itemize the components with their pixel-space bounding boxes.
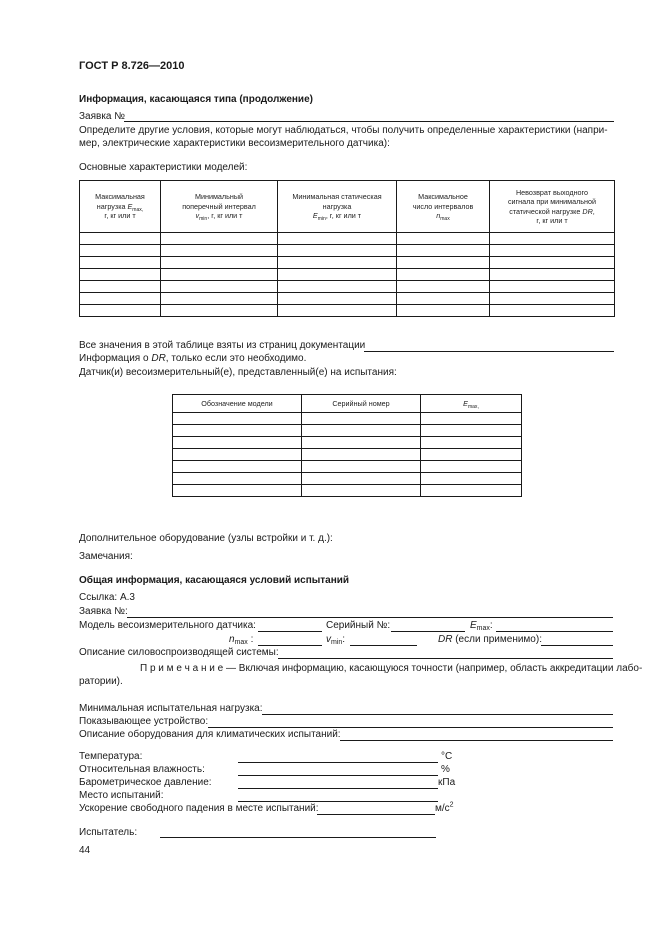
col-header-dr: Невозврат выходного сигнала при минимальной статической нагрузке DR, r, кг или т [490, 181, 615, 233]
humidity-label: Относительная влажность: [79, 764, 205, 775]
nmax-label: $n_{max}$ : [229, 634, 254, 646]
table-cell[interactable] [421, 473, 522, 485]
table-cell[interactable] [161, 245, 278, 257]
table-cell[interactable] [302, 449, 421, 461]
table-row [173, 485, 522, 497]
table-cell[interactable] [278, 269, 397, 281]
table-cell[interactable] [173, 425, 302, 437]
table-row [80, 293, 615, 305]
table-cell[interactable] [397, 245, 490, 257]
temperature-field[interactable] [238, 762, 438, 763]
note-line-1: П р и м е ч а н и е — Включая информацию, касающуюся точности (например, область аккредитации лабо- [140, 663, 643, 674]
table-cell[interactable] [397, 257, 490, 269]
table-cell[interactable] [421, 425, 522, 437]
table-row [80, 245, 615, 257]
table-cell[interactable] [490, 305, 615, 317]
col-header-serial-number: Серийный номер [302, 395, 421, 413]
table-cell[interactable] [302, 413, 421, 425]
application-number-field[interactable] [124, 121, 614, 122]
document-header: ГОСТ Р 8.726—2010 [79, 60, 185, 72]
emax-field[interactable] [496, 631, 613, 632]
table-cell[interactable] [161, 269, 278, 281]
extra-equipment-label: Дополнительное оборудование (узлы встройки и т. д.): [79, 533, 333, 544]
table-cell[interactable] [397, 293, 490, 305]
table-row [173, 413, 522, 425]
col-header-emax: Максимальная нагрузка $E_{max,}$ r, кг или т [80, 181, 161, 233]
table-cell[interactable] [302, 461, 421, 473]
climate-equipment-label: Описание оборудования для климатических испытаний: [79, 729, 341, 740]
table-row [173, 473, 522, 485]
table-row [80, 233, 615, 245]
table-cell[interactable] [173, 473, 302, 485]
section-title-test-conditions: Общая информация, касающаяся условий испытаний [79, 575, 350, 586]
table-cell[interactable] [161, 281, 278, 293]
table-cell[interactable] [278, 293, 397, 305]
pressure-unit: кПа [438, 777, 456, 788]
indicator-field[interactable] [208, 727, 613, 728]
table-cell[interactable] [278, 281, 397, 293]
table-cell[interactable] [173, 413, 302, 425]
indicator-label: Показывающее устройство: [79, 716, 209, 727]
table-cell[interactable] [161, 233, 278, 245]
note-line-2: ратории). [79, 676, 123, 687]
table-cell[interactable] [278, 305, 397, 317]
nmax-field[interactable] [258, 645, 322, 646]
other-conditions-text-2: мер, электрические характеристики весоизмерительного датчика): [79, 138, 390, 149]
table-cell[interactable] [161, 293, 278, 305]
reference-label: Ссылка: А.3 [79, 592, 135, 603]
vmin-field[interactable] [350, 645, 417, 646]
climate-equipment-field[interactable] [340, 740, 613, 741]
table-cell[interactable] [302, 473, 421, 485]
table-cell[interactable] [490, 281, 615, 293]
table-cell[interactable] [80, 257, 161, 269]
table-row [173, 461, 522, 473]
table-cell[interactable] [173, 437, 302, 449]
test-place-label: Место испытаний: [79, 790, 164, 801]
sensors-submitted-label: Датчик(и) весоизмерительный(е), представленный(е) на испытания: [79, 367, 397, 378]
table-cell[interactable] [161, 305, 278, 317]
table-cell[interactable] [421, 485, 522, 497]
models-characteristics-label: Основные характеристики моделей: [79, 162, 248, 173]
table-row [173, 425, 522, 437]
table-cell[interactable] [490, 233, 615, 245]
models-characteristics-table [79, 180, 615, 317]
values-source-label: Все значения в этой таблице взяты из страниц документации [79, 340, 366, 351]
table-cell[interactable] [80, 305, 161, 317]
dr-info-text: Информация о DR, только если это необходимо. [79, 353, 307, 364]
table-cell[interactable] [397, 269, 490, 281]
table-cell[interactable] [80, 245, 161, 257]
table-cell[interactable] [173, 461, 302, 473]
vmin-label: $v_{min}$: [326, 634, 346, 646]
tester-label: Испытатель: [79, 827, 138, 838]
table-cell[interactable] [490, 293, 615, 305]
min-test-load-label: Минимальная испытательная нагрузка: [79, 703, 263, 714]
documentation-pages-field[interactable] [364, 351, 614, 352]
table-cell[interactable] [490, 245, 615, 257]
humidity-unit: % [441, 764, 450, 775]
sensor-model-label: Модель весоизмерительного датчика: [79, 620, 256, 631]
table-cell[interactable] [173, 449, 302, 461]
col-header-vmin: Минимальный поперечный интервал $v_{min}$, r, кг или т [161, 181, 278, 233]
table-cell[interactable] [302, 425, 421, 437]
table-cell[interactable] [302, 437, 421, 449]
pressure-field[interactable] [238, 788, 438, 789]
table-cell[interactable] [161, 257, 278, 269]
dr-label: DR (если применимо): [438, 634, 542, 645]
table-cell[interactable] [278, 245, 397, 257]
section-title-type-info: Информация, касающаяся типа (продолжение) [79, 94, 313, 105]
serial-number-label: Серийный №: [326, 620, 391, 631]
table-row [80, 257, 615, 269]
table-cell[interactable] [490, 269, 615, 281]
table-cell[interactable] [80, 293, 161, 305]
min-test-load-field[interactable] [262, 714, 613, 715]
table-cell[interactable] [397, 233, 490, 245]
gravity-unit: $м/с^2$ [435, 801, 454, 814]
table-cell[interactable] [421, 449, 522, 461]
table-cell[interactable] [80, 233, 161, 245]
other-conditions-text-1: Определите другие условия, которые могут наблюдаться, чтобы получить определенные характеристики (напри- [79, 125, 608, 136]
test-place-field[interactable] [238, 801, 438, 802]
table-row [173, 437, 522, 449]
table-cell[interactable] [278, 233, 397, 245]
table-cell[interactable] [421, 437, 522, 449]
remarks-label: Замечания: [79, 551, 133, 562]
gravity-field[interactable] [317, 814, 435, 815]
table-cell[interactable] [397, 281, 490, 293]
col-header-emin: Минимальная статическая нагрузка $E_{min}$, r, кг или т [278, 181, 397, 233]
col-header-nmax: Максимальное число интервалов $n_{max}$ [397, 181, 490, 233]
pressure-label: Барометрическое давление: [79, 777, 212, 788]
table-cell[interactable] [173, 485, 302, 497]
table-cell[interactable] [397, 305, 490, 317]
table-cell[interactable] [421, 413, 522, 425]
table-row [80, 305, 615, 317]
page-number: 44 [79, 845, 91, 856]
submitted-sensors-table [172, 394, 522, 497]
force-system-field[interactable] [278, 658, 613, 659]
force-system-label: Описание силовоспроизводящей системы: [79, 647, 279, 658]
temperature-label: Температура: [79, 751, 143, 762]
col-header-emax-2: $E_{max,}$ [421, 395, 522, 413]
sensor-model-field[interactable] [258, 631, 322, 632]
table-row [173, 449, 522, 461]
application-number-label-2: Заявка №: [79, 606, 128, 617]
table-cell[interactable] [302, 485, 421, 497]
temperature-unit: °С [441, 751, 453, 762]
gravity-label: Ускорение свободного падения в месте испытаний: [79, 803, 319, 814]
table-cell[interactable] [80, 269, 161, 281]
table-cell[interactable] [278, 257, 397, 269]
table-cell[interactable] [421, 461, 522, 473]
emax-label: $E_{max}$: [470, 620, 493, 632]
table-cell[interactable] [80, 281, 161, 293]
humidity-field[interactable] [238, 775, 438, 776]
table-cell[interactable] [490, 257, 615, 269]
table-row [80, 281, 615, 293]
serial-number-field[interactable] [391, 631, 465, 632]
col-header-model-designation: Обозначение модели [173, 395, 302, 413]
application-number-field-2[interactable] [127, 617, 613, 618]
table-row [80, 269, 615, 281]
dr-field[interactable] [541, 645, 613, 646]
tester-field[interactable] [160, 837, 436, 838]
application-number-label: Заявка № [79, 111, 125, 122]
